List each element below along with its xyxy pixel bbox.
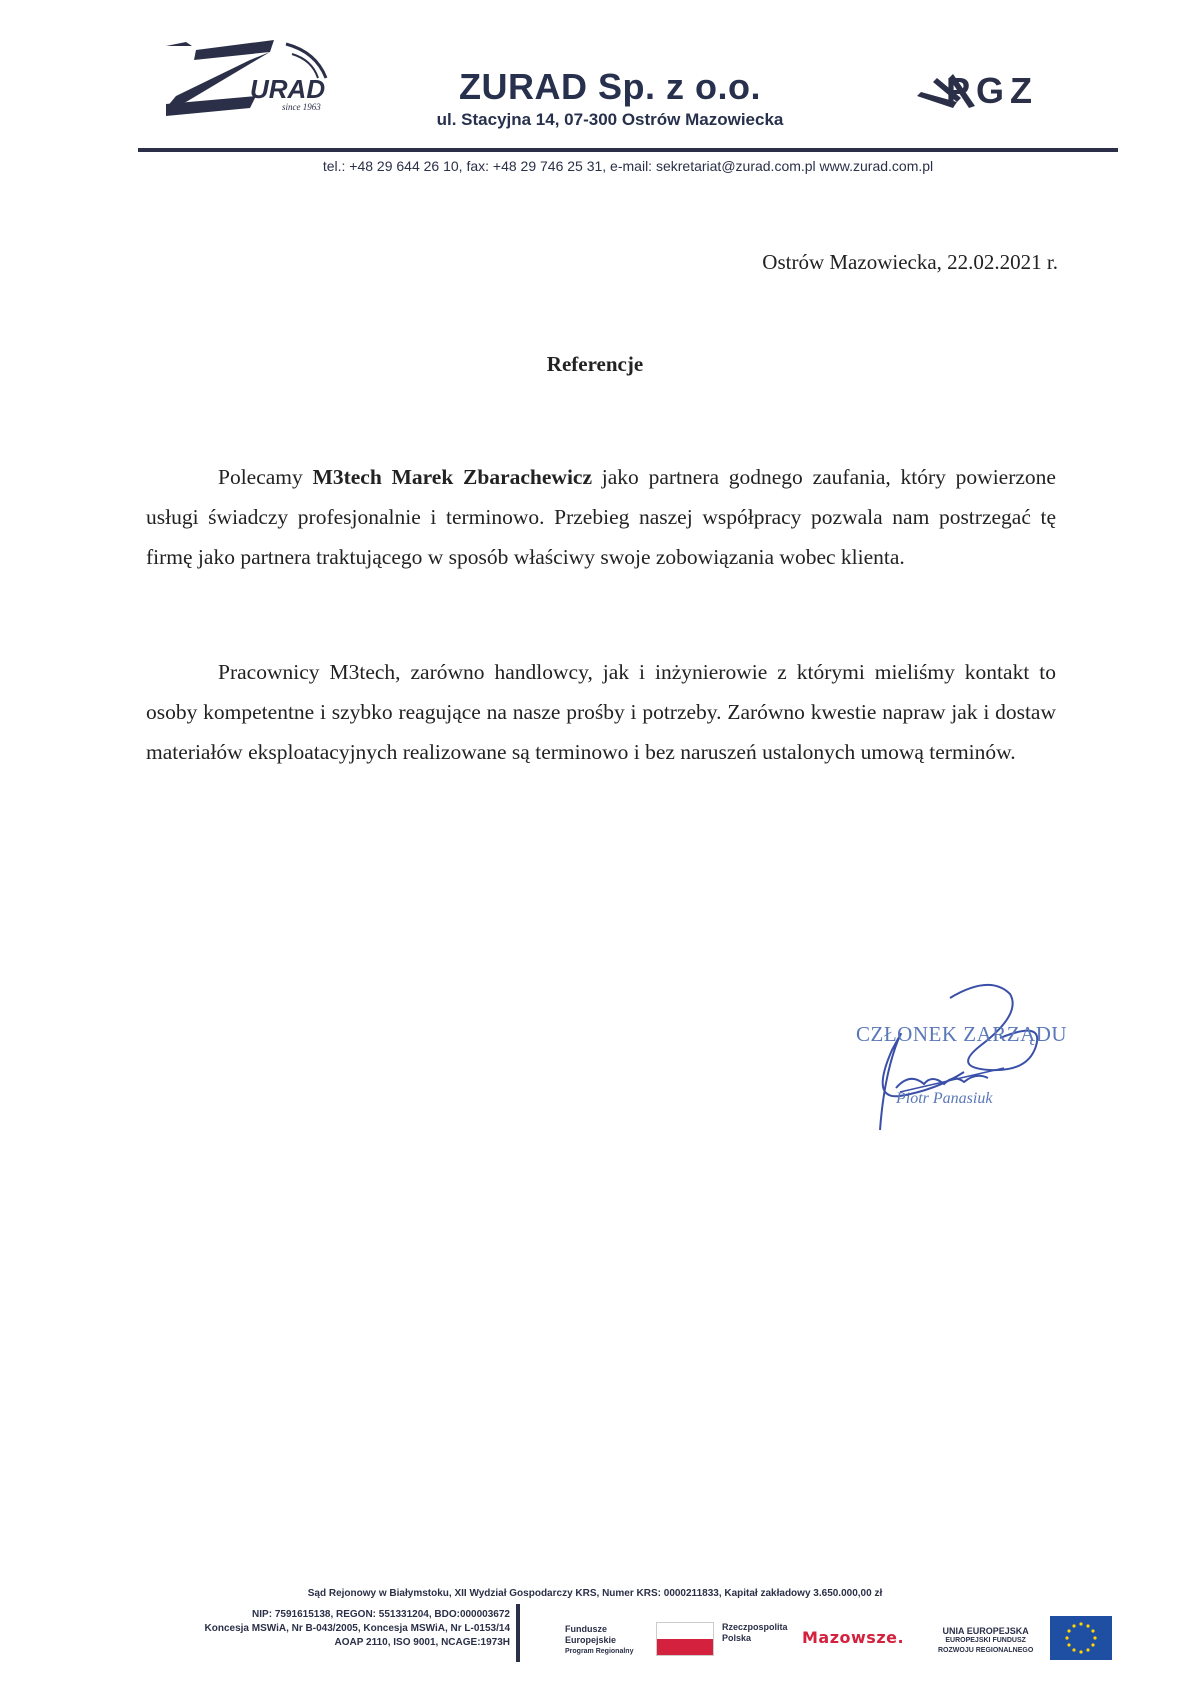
- signature-icon: [840, 980, 1080, 1140]
- eu-line: ROZWOJU REGIONALNEGO: [938, 1647, 1034, 1654]
- eu-logo-text: [938, 1626, 1033, 1656]
- mazowsze-logo: Mazowsze.: [802, 1628, 905, 1647]
- company-name: ZURAD Sp. z o.o.: [459, 66, 761, 107]
- fe-logo: [565, 1624, 633, 1657]
- paragraph-2: [146, 652, 1056, 772]
- footer-court: Sąd Rejonowy w Białymstoku, XII Wydział Gospodarczy KRS, Numer KRS: 0000211833, Kapitał zakładowy 3.650.000,00 zł: [307, 1588, 883, 1599]
- footer-registration: [205, 1608, 510, 1650]
- stamp-name: Piotr Panasiuk: [896, 1090, 993, 1107]
- letter-title: Referencje: [546, 352, 644, 376]
- paragraph-1: [146, 457, 1056, 577]
- p1-rest: jako partnera godnego zaufania, który powierzone usługi świadczy profesjonalnie i terminowo. Przebieg naszej współpracy pozwala nam postrzegać tę firmę jako partnera traktującego w sposób właściwy swoje zobowiązania wobec klienta.: [146, 465, 1056, 569]
- footer-line: AOAP 2110, ISO 9001, NCAGE:1973H: [334, 1637, 510, 1648]
- rp-logo: [722, 1622, 788, 1644]
- p1-start: Polecamy: [218, 465, 313, 489]
- fe-line: Program Regionalny: [565, 1648, 634, 1655]
- poland-flag-icon: [656, 1622, 714, 1656]
- rp-line: Polska: [722, 1633, 752, 1643]
- eu-line: UNIA EUROPEJSKA: [942, 1626, 1029, 1636]
- p2-text: Pracownicy M3tech, zarówno handlowcy, jak i inżynierowie z którymi mieliśmy kontakt to osoby kompetentne i szybko reagujące na nasze prośby i potrzeby. Zarówno kwestie napraw jak i dostaw materiałów eksploatacyjnych realizowane są terminowo i bez naruszeń ustalonych umową terminów.: [146, 660, 1056, 764]
- footer-line: NIP: 7591615138, REGON: 551331204, BDO:000003672: [252, 1609, 510, 1620]
- logo-since: since 1963: [282, 102, 321, 112]
- p1-company: M3tech Marek Zbarachewicz: [312, 465, 593, 489]
- zurad-logo: [166, 38, 366, 120]
- stamp-title: CZŁONEK ZARZĄDU: [856, 1022, 1068, 1046]
- fe-line: Europejskie: [565, 1635, 617, 1645]
- letter-date: Ostrów Mazowiecka, 22.02.2021 r.: [762, 250, 1058, 274]
- fe-line: Fundusze: [565, 1624, 607, 1634]
- footer-line: Koncesja MSWiA, Nr B-043/2005, Koncesja MSWiA, Nr L-0153/14: [204, 1623, 510, 1634]
- footer-divider: [516, 1604, 520, 1662]
- pgz-text: PGZ: [946, 70, 1039, 111]
- header-divider: [138, 148, 1118, 152]
- rp-line: Rzeczpospolita: [722, 1622, 788, 1632]
- company-address: ul. Stacyjna 14, 07-300 Ostrów Mazowiecka: [436, 110, 784, 129]
- contact-line: tel.: +48 29 644 26 10, fax: +48 29 746 25 31, e-mail: sekretariat@zurad.com.pl www.zurad.com.pl: [322, 158, 934, 174]
- eu-flag-icon: [1050, 1616, 1112, 1660]
- logo-text: URAD: [250, 74, 326, 104]
- company-block: [400, 66, 820, 130]
- eu-line: EUROPEJSKI FUNDUSZ: [945, 1637, 1026, 1644]
